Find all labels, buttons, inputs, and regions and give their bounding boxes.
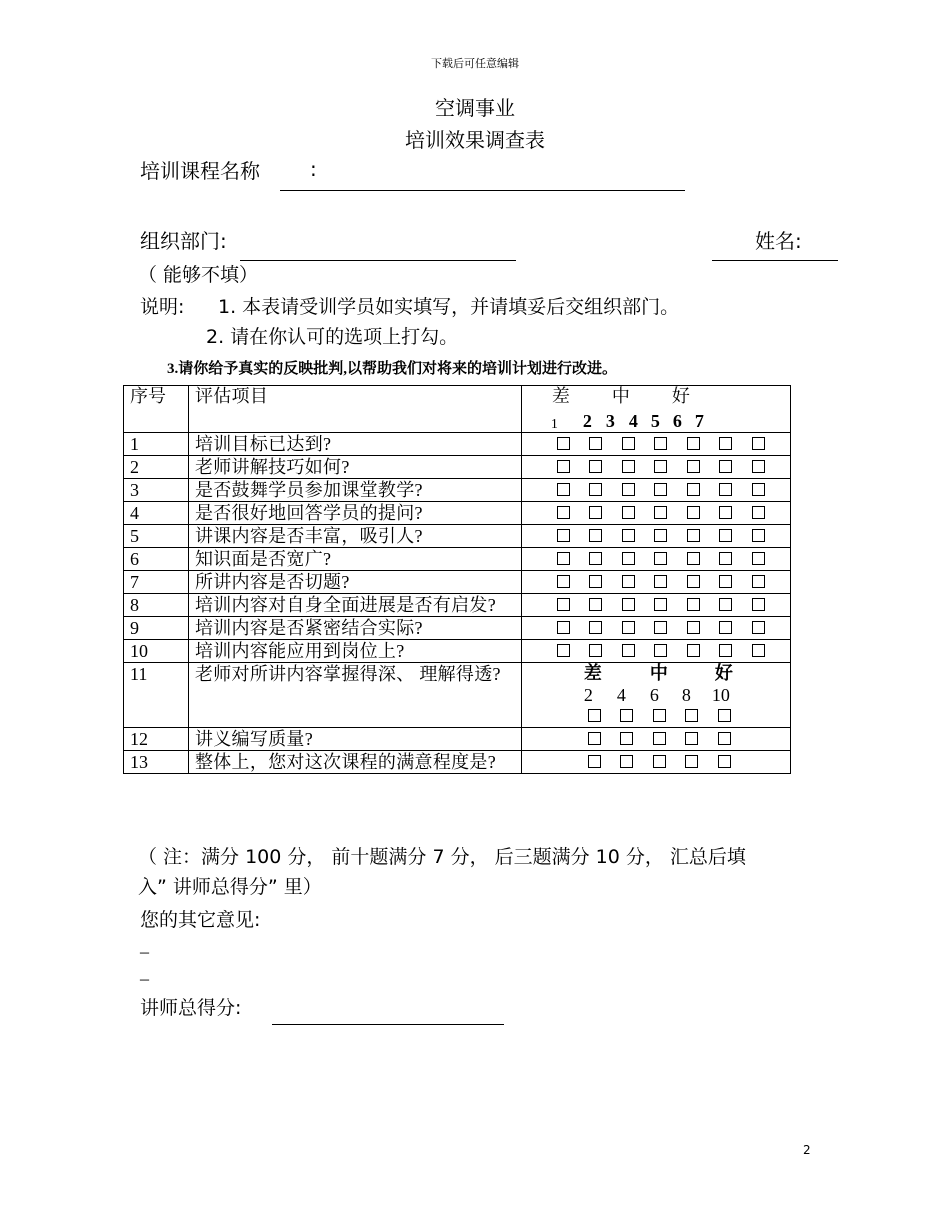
opinions-blank-2[interactable]: _ xyxy=(140,962,149,982)
row-no: 10 xyxy=(124,640,189,663)
row-no: 11 xyxy=(124,663,189,728)
row-scale xyxy=(521,502,790,525)
rating-checkbox[interactable] xyxy=(719,483,732,496)
table-row xyxy=(124,502,791,525)
table-row xyxy=(124,479,791,502)
scale10-num-8: 8 xyxy=(681,685,691,705)
scale-num-6: 6 xyxy=(672,411,682,431)
table-row xyxy=(124,525,791,548)
rating-checkbox[interactable] xyxy=(622,552,635,565)
rating-checkbox[interactable] xyxy=(653,732,666,745)
scale-num-4: 4 xyxy=(628,411,638,431)
dept-label: 组织部门: xyxy=(140,229,227,253)
rating-checkbox[interactable] xyxy=(557,552,570,565)
row-item: 老师讲解技巧如何? xyxy=(188,456,521,479)
rating-checkbox[interactable] xyxy=(588,755,601,768)
row-scale xyxy=(521,571,790,594)
row-scale xyxy=(521,640,790,663)
rating-checkbox[interactable] xyxy=(687,552,700,565)
rating-checkbox[interactable] xyxy=(687,483,700,496)
optional-note: （ 能够不填） xyxy=(138,264,259,286)
scale-num-5: 5 xyxy=(650,411,660,431)
scale-num-3: 3 xyxy=(605,411,615,431)
row-scale xyxy=(521,617,790,640)
row-no: 4 xyxy=(124,502,189,525)
rating-checkbox[interactable] xyxy=(654,552,667,565)
rating-checkbox[interactable] xyxy=(588,732,601,745)
row-item: 培训内容是否紧密结合实际? xyxy=(188,617,521,640)
dept-line[interactable] xyxy=(240,260,516,261)
row-no: 2 xyxy=(124,456,189,479)
rating-checkbox[interactable] xyxy=(685,755,698,768)
table-header-row xyxy=(124,386,791,433)
rating-checkbox[interactable] xyxy=(620,755,633,768)
row-item: 培训内容对自身全面进展是否有启发? xyxy=(188,594,521,617)
row-scale xyxy=(521,548,790,571)
name-line[interactable] xyxy=(712,260,838,261)
row-no: 13 xyxy=(124,751,189,774)
rating-checkbox[interactable] xyxy=(653,709,666,722)
row-scale xyxy=(521,751,790,774)
scale-num-7: 7 xyxy=(694,411,704,431)
rating-checkbox[interactable] xyxy=(687,460,700,473)
rating-checkbox[interactable] xyxy=(589,529,602,542)
rating-checkbox[interactable] xyxy=(622,529,635,542)
rating-checkbox[interactable] xyxy=(620,709,633,722)
row-scale xyxy=(521,663,790,728)
page-number: 2 xyxy=(803,1143,811,1157)
rating-checkbox[interactable] xyxy=(719,552,732,565)
rating-checkbox[interactable] xyxy=(589,483,602,496)
scale10-good: 好 xyxy=(714,663,733,684)
footnote-line-1: （ 注：满分 100 分， 前十题满分 7 分， 后三题满分 10 分， 汇总后填 xyxy=(138,846,746,868)
row-item: 是否鼓舞学员参加课堂教学? xyxy=(188,479,521,502)
opinions-label: 您的其它意见: xyxy=(140,909,261,931)
row-item: 讲义编写质量? xyxy=(188,728,521,751)
rating-checkbox[interactable] xyxy=(588,709,601,722)
rating-checkbox[interactable] xyxy=(718,732,731,745)
rating-checkbox[interactable] xyxy=(557,483,570,496)
rating-checkbox[interactable] xyxy=(687,598,700,611)
scale10-bad: 差 xyxy=(583,663,602,684)
rating-checkbox[interactable] xyxy=(687,644,700,657)
row-item: 培训目标已达到? xyxy=(188,433,521,456)
scale10-num-2: 2 xyxy=(583,685,593,705)
rating-checkbox[interactable] xyxy=(752,598,765,611)
row-item: 所讲内容是否切题? xyxy=(188,571,521,594)
rating-checkbox[interactable] xyxy=(589,621,602,634)
rating-checkbox[interactable] xyxy=(622,483,635,496)
table-row xyxy=(124,571,791,594)
rating-checkbox[interactable] xyxy=(654,644,667,657)
rating-checkbox[interactable] xyxy=(622,437,635,450)
row-no: 9 xyxy=(124,617,189,640)
row-no: 1 xyxy=(124,433,189,456)
rating-checkbox[interactable] xyxy=(557,506,570,519)
course-name-colon: : xyxy=(310,157,317,181)
rating-checkbox[interactable] xyxy=(752,506,765,519)
total-score-line[interactable] xyxy=(272,1024,504,1025)
row-no: 8 xyxy=(124,594,189,617)
row-item: 整体上，您对这次课程的满意程度是? xyxy=(188,751,521,774)
rating-checkbox[interactable] xyxy=(719,598,732,611)
rating-checkbox[interactable] xyxy=(589,644,602,657)
rating-checkbox[interactable] xyxy=(687,575,700,588)
rating-checkbox[interactable] xyxy=(719,529,732,542)
rating-checkbox[interactable] xyxy=(589,598,602,611)
row-item: 是否很好地回答学员的提问? xyxy=(188,502,521,525)
header-item: 评估项目 xyxy=(188,386,521,433)
rating-checkbox[interactable] xyxy=(654,506,667,519)
row-item: 知识面是否宽广? xyxy=(188,548,521,571)
rating-checkbox[interactable] xyxy=(654,483,667,496)
table-row xyxy=(124,728,791,751)
rating-checkbox[interactable] xyxy=(622,506,635,519)
header-note: 下载后可任意编辑 xyxy=(431,58,519,70)
instructions-prefix: 说明: xyxy=(140,296,185,318)
table-row xyxy=(124,433,791,456)
row-scale xyxy=(521,456,790,479)
rating-checkbox[interactable] xyxy=(685,732,698,745)
rating-checkbox[interactable] xyxy=(654,575,667,588)
rating-checkbox[interactable] xyxy=(654,529,667,542)
rating-checkbox[interactable] xyxy=(719,460,732,473)
rating-checkbox[interactable] xyxy=(687,437,700,450)
rating-checkbox[interactable] xyxy=(622,598,635,611)
rating-checkbox[interactable] xyxy=(589,460,602,473)
rating-checkbox[interactable] xyxy=(752,575,765,588)
rating-checkbox[interactable] xyxy=(622,460,635,473)
row-scale xyxy=(521,525,790,548)
rating-checkbox[interactable] xyxy=(589,575,602,588)
rating-checkbox[interactable] xyxy=(752,437,765,450)
name-label: 姓名: xyxy=(755,229,802,253)
instruction-3: 3.请你给予真实的反映批判,以帮助我们对将来的培训计划进行改进。 xyxy=(167,361,618,377)
opinions-blank-1[interactable]: _ xyxy=(140,935,149,955)
rating-checkbox[interactable] xyxy=(622,644,635,657)
table-row xyxy=(124,617,791,640)
rating-checkbox[interactable] xyxy=(687,621,700,634)
evaluation-table xyxy=(123,385,791,774)
table-row xyxy=(124,594,791,617)
rating-checkbox[interactable] xyxy=(752,460,765,473)
scale10-num-10: 10 xyxy=(711,685,730,705)
rating-checkbox[interactable] xyxy=(654,621,667,634)
scale-mid: 中 xyxy=(611,386,630,407)
table-row xyxy=(124,548,791,571)
rating-checkbox[interactable] xyxy=(752,621,765,634)
rating-checkbox[interactable] xyxy=(653,755,666,768)
row-no: 12 xyxy=(124,728,189,751)
table-row xyxy=(124,663,791,728)
rating-checkbox[interactable] xyxy=(622,575,635,588)
rating-checkbox[interactable] xyxy=(654,460,667,473)
scale-num-1: 1 xyxy=(550,417,558,432)
rating-checkbox[interactable] xyxy=(719,506,732,519)
rating-checkbox[interactable] xyxy=(718,755,731,768)
rating-checkbox[interactable] xyxy=(719,575,732,588)
instruction-2: 2. 请在你认可的选项上打勾。 xyxy=(206,326,459,348)
scale-good: 好 xyxy=(671,386,690,407)
rating-checkbox[interactable] xyxy=(654,437,667,450)
rating-checkbox[interactable] xyxy=(685,709,698,722)
row-no: 5 xyxy=(124,525,189,548)
row-no: 7 xyxy=(124,571,189,594)
total-score-label: 讲师总得分: xyxy=(140,997,242,1019)
rating-checkbox[interactable] xyxy=(752,552,765,565)
rating-checkbox[interactable] xyxy=(752,483,765,496)
table-row xyxy=(124,640,791,663)
scale-num-2: 2 xyxy=(582,411,592,431)
rating-checkbox[interactable] xyxy=(557,460,570,473)
table-row xyxy=(124,751,791,774)
rating-checkbox[interactable] xyxy=(557,529,570,542)
rating-checkbox[interactable] xyxy=(719,437,732,450)
row-no: 6 xyxy=(124,548,189,571)
header-scale xyxy=(521,386,790,433)
rating-checkbox[interactable] xyxy=(557,621,570,634)
scale10-num-4: 4 xyxy=(616,685,626,705)
row-scale xyxy=(521,433,790,456)
scale10-mid: 中 xyxy=(649,663,668,684)
scale-bad: 差 xyxy=(551,386,570,407)
rating-checkbox[interactable] xyxy=(557,437,570,450)
rating-checkbox[interactable] xyxy=(654,598,667,611)
row-scale xyxy=(521,594,790,617)
title-line-2: 培训效果调查表 xyxy=(405,128,545,152)
rating-checkbox[interactable] xyxy=(620,732,633,745)
rating-checkbox[interactable] xyxy=(557,598,570,611)
rating-checkbox[interactable] xyxy=(752,644,765,657)
rating-checkbox[interactable] xyxy=(718,709,731,722)
rating-checkbox[interactable] xyxy=(557,575,570,588)
rating-checkbox[interactable] xyxy=(752,529,765,542)
instruction-1: 1. 本表请受训学员如实填写，并请填妥后交组织部门。 xyxy=(218,296,680,318)
row-scale xyxy=(521,479,790,502)
rating-checkbox[interactable] xyxy=(557,644,570,657)
rating-checkbox[interactable] xyxy=(687,529,700,542)
rating-checkbox[interactable] xyxy=(719,621,732,634)
rating-checkbox[interactable] xyxy=(622,621,635,634)
footnote-line-2: 入” 讲师总得分” 里） xyxy=(138,876,322,898)
scale10-num-6: 6 xyxy=(649,685,659,705)
row-item: 老师对所讲内容掌握得深、 理解得透? xyxy=(188,663,521,728)
header-no: 序号 xyxy=(124,386,189,433)
course-name-line[interactable] xyxy=(280,190,685,191)
rating-checkbox[interactable] xyxy=(719,644,732,657)
course-name-label: 培训课程名称 xyxy=(140,159,260,183)
row-scale xyxy=(521,728,790,751)
rating-checkbox[interactable] xyxy=(589,552,602,565)
table-row xyxy=(124,456,791,479)
rating-checkbox[interactable] xyxy=(589,437,602,450)
title-line-1: 空调事业 xyxy=(435,96,515,120)
rating-checkbox[interactable] xyxy=(589,506,602,519)
row-item: 培训内容能应用到岗位上? xyxy=(188,640,521,663)
rating-checkbox[interactable] xyxy=(687,506,700,519)
row-item: 讲课内容是否丰富，吸引人? xyxy=(188,525,521,548)
row-no: 3 xyxy=(124,479,189,502)
